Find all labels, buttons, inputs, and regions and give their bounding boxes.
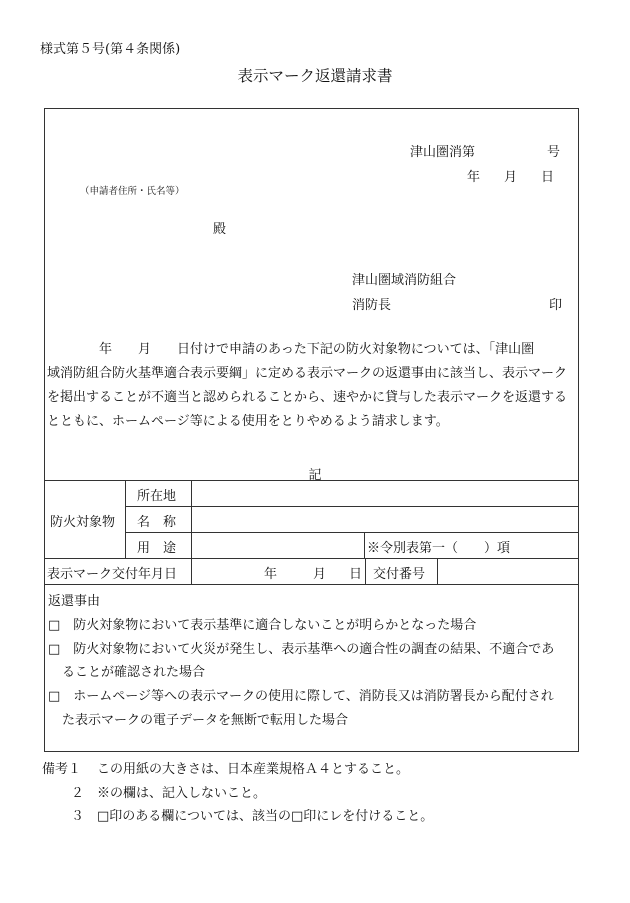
issue-date-month: 月 — [313, 567, 327, 582]
table-bottom-border — [44, 584, 579, 585]
note-2-text: ※の欄は、記入しないこと。 — [97, 786, 267, 801]
issue-date-day: 日 — [349, 567, 363, 582]
request-body-line: 年 月 日付けで申請のあった下記の防火対象物については、「津山圏 — [47, 342, 535, 357]
name-label: 名 称 — [137, 515, 177, 530]
location-label: 所在地 — [137, 489, 177, 504]
issuer-title-row — [352, 294, 562, 313]
issuer-title: 消防長 — [352, 298, 392, 313]
use-label: 用 途 — [137, 541, 177, 556]
document-title: 表示マーク返還請求書 — [237, 67, 393, 85]
request-body-line: を掲出することが不適当と認められることから、速やかに貸与した表示マークを返還する — [47, 390, 568, 405]
letter-date-day: 日 — [541, 170, 555, 185]
addressee-suffix: 殿 — [213, 222, 227, 237]
reason-item-1: □ 防火対象物において表示基準に適合しないことが明らかとなった場合 — [48, 618, 477, 633]
note-3-label: ３ — [71, 809, 85, 824]
document-number — [410, 141, 560, 160]
letter-date-month: 月 — [504, 170, 518, 185]
column-divider — [191, 480, 192, 584]
form-number: 様式第５号(第４条関係) — [40, 42, 181, 57]
reason-item-3-cont: た表示マークの電子データを無断で転用した場合 — [62, 713, 349, 728]
note-2-label: ２ — [71, 786, 85, 801]
note-3-text: □印のある欄については、該当の□印にレを付けること。 — [97, 809, 434, 824]
reason-item-2-cont: ることが確認された場合 — [62, 665, 206, 680]
column-divider — [365, 558, 366, 584]
applicant-note: （申請者住所・氏名等） — [80, 186, 185, 197]
request-body — [47, 338, 577, 434]
issue-date-year: 年 — [264, 567, 278, 582]
request-body-line: 域消防組合防火基準適合表示要綱」に定める表示マークの返還事由に該当し、表示マーク — [47, 366, 568, 381]
note-1-label: 備考１ — [42, 762, 82, 777]
issuer-organization: 津山圏域消防組合 — [352, 273, 457, 288]
note-1-text: この用紙の大きさは、日本産業規格Ａ４とすること。 — [97, 762, 410, 777]
reason-item-2: □ 防火対象物において火災が発生し、表示基準への適合性の調査の結果、不適合であ — [48, 642, 555, 657]
request-body-line: とともに、ホームページ等による使用をとりやめるよう請求します。 — [47, 414, 449, 429]
ki-heading: 記 — [308, 468, 322, 483]
row-divider — [125, 532, 579, 533]
column-divider — [125, 480, 126, 558]
document-number-prefix: 津山圏消第 — [410, 145, 476, 160]
column-divider — [364, 532, 365, 558]
letter-date-year: 年 — [467, 170, 481, 185]
issue-date-label: 表示マーク交付年月日 — [47, 567, 178, 582]
use-note: ※令別表第一（ ）項 — [367, 541, 511, 556]
reasons-heading: 返還事由 — [48, 594, 101, 609]
reason-item-3: □ ホームページ等への表示マークの使用に際して、消防長又は消防署長から配付され — [48, 689, 554, 704]
row-divider — [125, 506, 579, 507]
seal-mark: 印 — [548, 298, 562, 313]
letter-date — [467, 166, 554, 185]
column-divider — [437, 558, 438, 584]
document-number-suffix: 号 — [547, 145, 561, 160]
issue-number-label: 交付番号 — [373, 567, 426, 582]
row-divider — [44, 558, 579, 559]
fire-object-label: 防火対象物 — [50, 515, 116, 530]
